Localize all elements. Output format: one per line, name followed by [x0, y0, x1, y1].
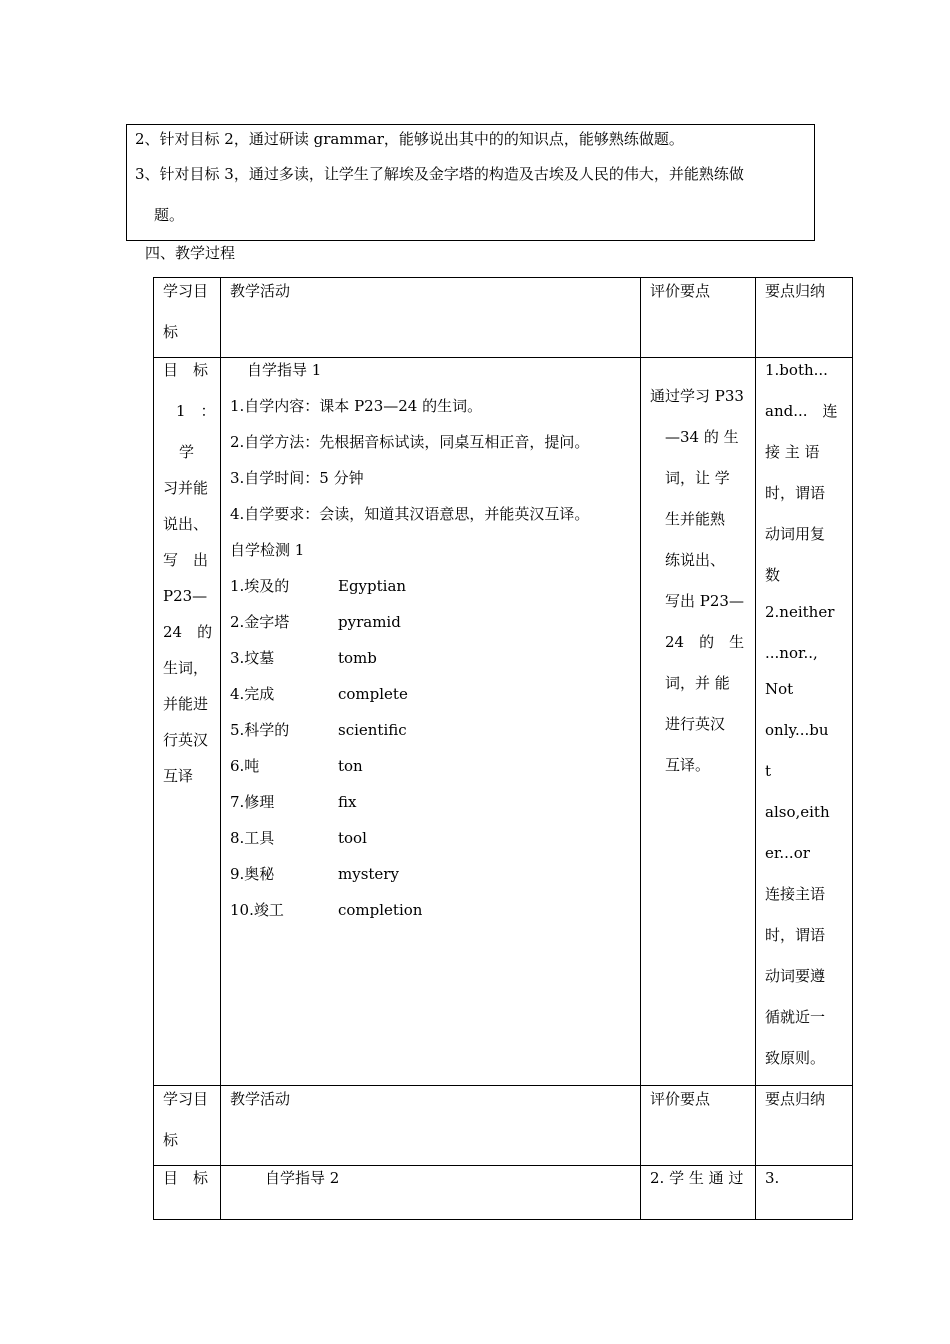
header2-goal: 学习目 标: [154, 1086, 221, 1166]
guide-title-2: 自学指导 2: [265, 1169, 340, 1187]
guide-item: 4.自学要求：会读，知道其汉语意思，并能英汉互译。: [230, 505, 590, 523]
guide-item: 1.自学内容：课本 P23—24 的生词。: [230, 397, 483, 415]
header-goal: 学习目 标: [154, 278, 221, 358]
objective-line-3-cont: 题。: [154, 206, 185, 224]
objectives-box: [126, 124, 815, 241]
vocab-en: tomb: [338, 649, 377, 667]
vocab-cn: 4.完成: [230, 685, 275, 703]
table-row-goal-1: [154, 358, 853, 1086]
goal-cell-1: 目 标 1 ： 学 习并能 说出、 写 出 P23— 24 的 生词， 并能进 行英汉 互译: [154, 358, 221, 1086]
vocab-cn: 3.坟墓: [230, 649, 275, 667]
vocab-en: complete: [338, 685, 408, 703]
section-title: 四、教学过程: [145, 244, 236, 262]
eval-cell-1: 通过学习 P33 —34 的 生 词，让 学 生并能熟 练说出、 写出 P23— 24 的 生 词，并 能 进行英汉 互译。: [641, 358, 756, 1086]
guide-title-1: 自学指导 1: [247, 361, 322, 379]
header2-summary: 要点归纳: [756, 1086, 853, 1166]
vocab-cn: 5.科学的: [230, 721, 290, 739]
activity-cell-2: [221, 1166, 641, 1220]
header2-activity: 教学活动: [221, 1086, 641, 1166]
vocab-cn: 6.吨: [230, 757, 260, 775]
vocab-en: mystery: [338, 865, 399, 883]
header-activity: 教学活动: [221, 278, 641, 358]
vocab-cn: 8.工具: [230, 829, 275, 847]
vocab-en: scientific: [338, 721, 407, 739]
summary-cell-2: 3.: [756, 1166, 853, 1220]
vocab-en: tool: [338, 829, 367, 847]
vocab-cn: 10.竣工: [230, 901, 284, 919]
guide-item: 3.自学时间：5 分钟: [230, 469, 364, 487]
vocab-cn: 1.埃及的: [230, 577, 290, 595]
vocab-en: ton: [338, 757, 363, 775]
table-header-row: [154, 278, 853, 358]
header-eval: 评价要点: [641, 278, 756, 358]
teaching-process-table: [153, 277, 853, 1220]
header-summary: 要点归纳: [756, 278, 853, 358]
vocab-cn: 2.金字塔: [230, 613, 290, 631]
check-title-1: 自学检测 1: [230, 541, 305, 559]
vocab-en: fix: [338, 793, 357, 811]
goal-cell-2: 目 标: [154, 1166, 221, 1220]
table-header-row-2: [154, 1086, 853, 1166]
vocab-en: pyramid: [338, 613, 401, 631]
header2-eval: 评价要点: [641, 1086, 756, 1166]
guide-item: 2.自学方法：先根据音标试读，同桌互相正音，提问。: [230, 433, 590, 451]
table-row-goal-2: [154, 1166, 853, 1220]
vocab-en: completion: [338, 901, 423, 919]
activity-cell-1: [221, 358, 641, 1086]
objective-line-2: 2、针对目标 2，通过研读 grammar，能够说出其中的的知识点，能够熟练做题。: [135, 130, 684, 148]
vocab-en: Egyptian: [338, 577, 407, 595]
vocab-cn: 7.修理: [230, 793, 275, 811]
eval-cell-2: 2. 学 生 通 过: [641, 1166, 756, 1220]
summary-cell-1: 1.both... and... 连 接 主 语 时，谓语 动词用复 数 2.neither ...nor.., Not only...bu t also,eith er...or 连接主语 时，谓语 动词要遵 循就近一 致原则。: [756, 358, 853, 1086]
objective-line-3: 3、针对目标 3，通过多读，让学生了解埃及金字塔的构造及古埃及人民的伟大，并能熟练做: [135, 165, 744, 183]
vocab-cn: 9.奥秘: [230, 865, 275, 883]
